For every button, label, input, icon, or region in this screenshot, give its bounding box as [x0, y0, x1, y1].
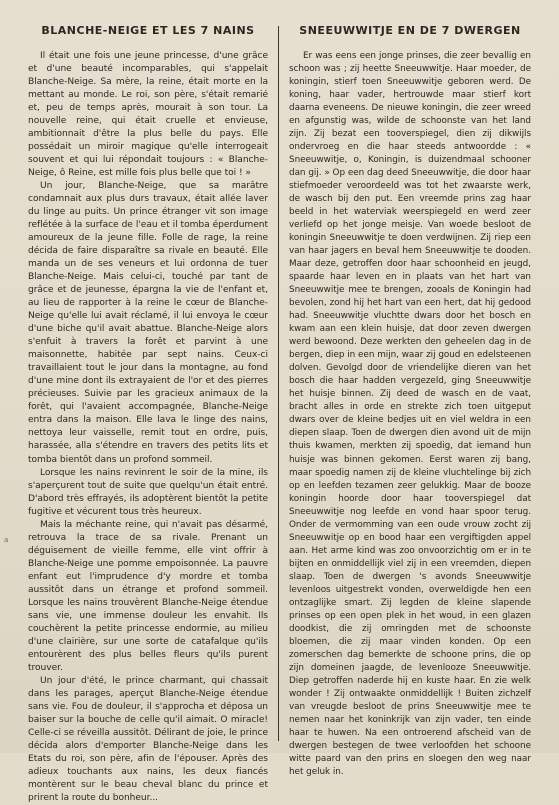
french-paragraph-3: Lorsque les nains revinrent le soir de la mine, ils s'aperçurent tout de suite que quelqu'un était entré. D'abord très effrayés, ils adoptèrent bientôt la petite fugitive et vécurent tous très heureux. — [28, 467, 268, 517]
column-divider — [278, 26, 279, 741]
french-paragraph-2: Un jour, Blanche-Neige, que sa marâtre condamnait aux plus durs travaux, était allée laver du linge au puits. Un prince étranger vit son image reflétée à la surface de l'eau et il tomba éperdument amoureux de la jeune fille. Folle de rage, la reine décida de faire disparaître sa rivale en beauté. Elle manda un de ses veneurs et lui ordonna de tuer Blanche-Neige. Mais celui-ci, touché par tant de grâce et de jeunesse, épargna la vie de l'enfant et, au lieu de rapporter à la reine le cœur de Blanche-Neige qu'elle lui avait réclamé, il lui envoya le cœur d'une biche qu'il avait abattue. Blanche-Neige alors s'enfuit à travers la forêt et parvint à une maisonnette, habitée par sept nains. Ceux-ci travaillaient tout le jour dans la montagne, au fond d'une mine dont ils extrayaient de l'or et des pierres précieuses. Suivie par les gracieux animaux de la forêt, qui l'avaient accompagnée, Blanche-Neige entra dans la maison. Elle lava le linge des nains, nettoya leur vaisselle, remit tout en ordre, puis, harassée, alla s'étendre en travers des petits lits et tomba bientôt dans un profond sommeil. — [28, 181, 268, 465]
french-paragraph-4: Mais la méchante reine, qui n'avait pas désarmé, retrouva la trace de sa rivale. Prenant un déguisement de vieille femme, elle vint offrir à Blanche-Neige une pomme empoisonnée. La pauvre enfant eut l'imprudence d'y mordre et tomba aussitôt dans un étrange et profond sommeil. Lorsque les nains trouvèrent Blanche-Neige étendue sans vie, une immense douleur les envahit. Ils couchèrent la petite princesse endormie, au milieu d'une clairière, sur une sorte de catafalque qu'ils entourèrent des plus belles fleurs qu'ils purent trouver. — [28, 519, 268, 673]
french-story-column — [28, 24, 268, 805]
dutch-story-column — [289, 24, 531, 779]
dutch-paragraph-1: Er was eens een jonge prinses, die zeer bevallig en schoon was ; zij heette Sneeuwwitje. Haar moeder, de koningin, stierf toen Sneeuwwitje geboren werd. De koning, haar vader, hertrouwde maar stierf kort daarna eveneens. De nieuwe koningin, die zeer wreed en afgunstig was, wilde de schoonste van het land zijn. Zij bezat een tooverspiegel, dien zij dikwijls ondervroeg en die haar steeds antwoordde : « Sneeuwwitje, o, Koningin, is duizendmaal schooner dan gij. » Op een dag deed Sneeuwwitje, die door haar stiefmoeder veroordeeld was tot het zwaarste werk, de wasch bij den put. Een vreemde prins zag haar beeld in het waterviak weerspiegeld en werd zeer verliefd op het jonge meisje. Van woede besloot de koningin Sneeuwwitje te doen verdwijnen. Zij riep een van haar jagers en beval hem Sneeuwwitje te dooden. Maar deze, getroffen door haar schoonheid en jeugd, spaarde haar leven en in plaats van het hart van Sneeuwwitje mee te brengen, zooals de Koningin had bevolen, zond hij het hart van een hert, dat hij gedood had. Sneeuwwitje vluchtte dwars door het bosch en kwam aan een klein huisje, dat door zeven dwergen werd bewoond. Deze werkten den geheelen dag in de bergen, diep in een mijn, waar zij goud en edelsteenen dolven. Gevolgd door de vriendelijke dieren van het bosch die haar hadden vergezeld, ging Sneeuwwitje het huisje binnen. Zij deed de wasch en de vaat, bracht alles in orde en strekte zich toen uitgeput dwars over de kleine bedjes uit en viel weldra in een diepen slaap. Toen de dwergen dien avond uit de mijn thuis kwamen, merkten zij spoedig, dat iemand hun huisje was binnen gekomen. Eerst waren zij bang, maar spoedig namen zij de kleine vluchtelinge bij zich op en leefden tezamen zeer gelukkig. Maar de booze koningin hoorde door haar tooverspiegel dat Sneeuwwitje nog leefde en vond haar spoor terug. Onder de vermomming van een oude vrouw zocht zij Sneeuwwitje op en bood haar een vergiftigden appel aan. Het arme kind was zoo onvoorzichtig om er in te bijten en onmiddellijk viel zij in een vreemden, diepen slaap. Toen de dwergen 's avonds Sneeuwwitje levenloos uitgestrekt vonden, overweldigde hen een ontzaglijke smart. Zij legden de kleine slapende prinses op een open plek in het woud, in een glazen doodkist, die zij omringden met de schoonste bloemen, die zij maar vinden konden. Op een zomerschen dag bemerkte de schoone prins, die op zijn domeinen jaagde, de levenlooze Sneeuwwitje. Diep getroffen naderde hij en kuste haar. En zie welk wonder ! Zij ontwaakte onmiddellijk ! Buiten zichzelf van vreugde besloot de prins Sneeuwwitje mee te nemen naar het koninkrijk van zijn vader, ten einde haar te huwen. Na een ontroerend afscheid van de dwergen bestegen de twee verloofden het schoone witte paard van den prins en sloegen den weg naar het geluk in. — [289, 51, 531, 777]
french-paragraph-5: Un jour d'été, le prince charmant, qui chassait dans les parages, aperçut Blanche-Neige étendue sans vie. Fou de douleur, il s'approcha et déposa un baiser sur la bouche de celle qu'il aimait. O miracle! Celle-ci se réveilla aussitôt. Délirant de joie, le prince décida alors d'emporter Blanche-Neige dans les Etats du roi, son père, afin de l'épouser. Après des adieux touchants aux nains, les deux fiancés montèrent sur le beau cheval blanc du prince et prirent la route du bonheur... — [28, 675, 268, 803]
dutch-story-title: SNEEUWWITJE EN DE 7 DWERGEN — [299, 24, 521, 37]
french-story-title: BLANCHE-NEIGE ET LES 7 NAINS — [41, 24, 255, 37]
french-paragraph-1: Il était une fois une jeune princesse, d'une grâce et d'une beauté incomparables, qui s'appelait Blanche-Neige. Sa mère, la reine, était morte en la mettant au monde. Le roi, son père, s'était remarié et, peu de temps après, mourait à son tour. La nouvelle reine, qui était cruelle et envieuse, ambitionnait d'être la plus belle du pays. Elle possédait un miroir magique qu'elle interrogeait souvent et qui lui répondait toujours : « Blanche-Neige, ô Reine, est mille fois plus belle que toi ! » — [28, 51, 268, 179]
margin-mark: a — [4, 536, 9, 544]
